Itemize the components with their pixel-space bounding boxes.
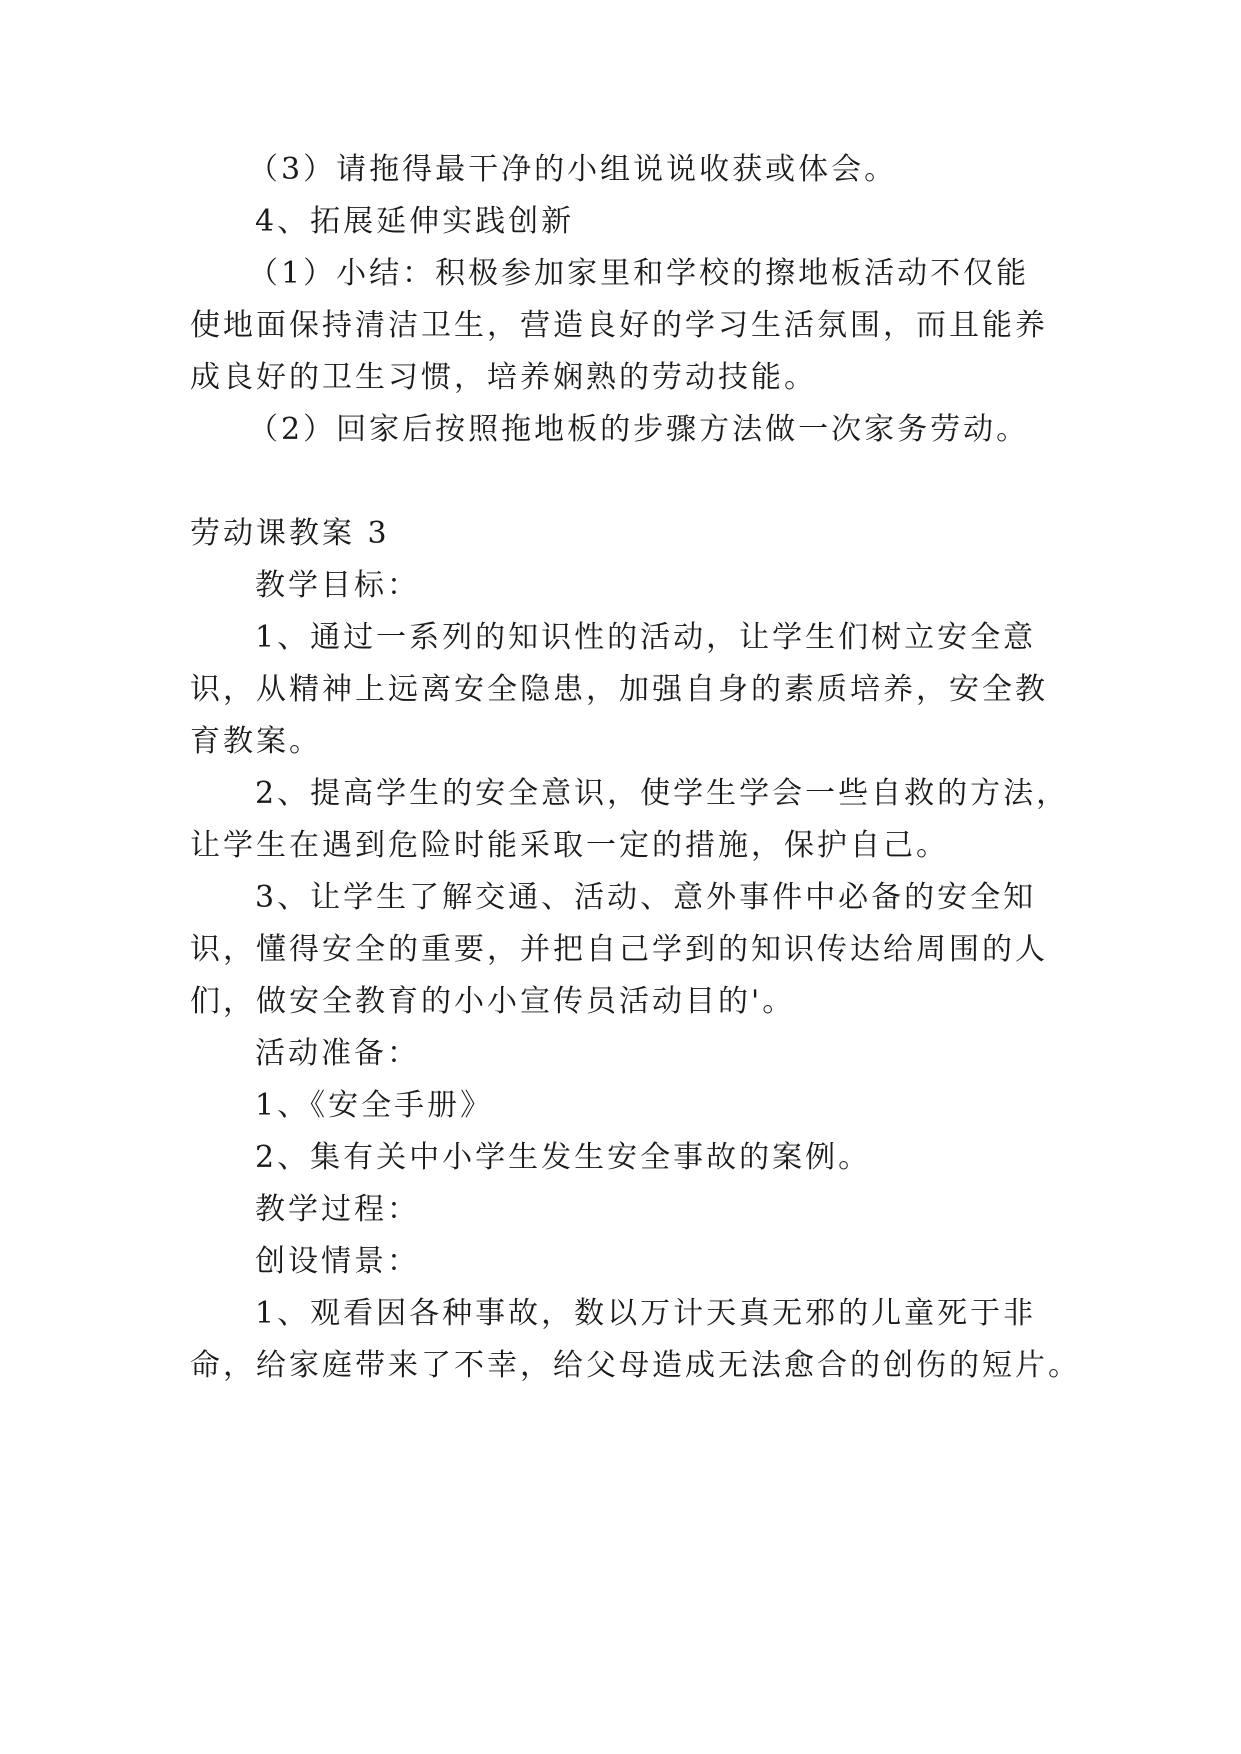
paragraph-line: 3、让学生了解交通、活动、意外事件中必备的安全知 — [255, 880, 1037, 915]
list-item: 1、《安全手册》 — [255, 1088, 494, 1123]
section-heading: 教学过程： — [255, 1192, 420, 1227]
paragraph-line: 识，从精神上远离安全隐患，加强自身的素质培养，安全教 — [190, 672, 1048, 707]
document-title: 劳动课教案 3 — [190, 516, 390, 551]
paragraph-line: 命，给家庭带来了不幸，给父母造成无法愈合的创伤的短片。 — [190, 1348, 1081, 1383]
paragraph-line: （3）请拖得最干净的小组说说收获或体会。 — [248, 152, 898, 187]
section-heading: 创设情景： — [255, 1244, 420, 1279]
paragraph-line: 识，懂得安全的重要，并把自己学到的知识传达给周围的人 — [190, 932, 1048, 967]
paragraph-line: 1、通过一系列的知识性的活动，让学生们树立安全意 — [255, 620, 1037, 655]
paragraph-line: 使地面保持清洁卫生，营造良好的学习生活氛围，而且能养 — [190, 308, 1048, 343]
paragraph-line: 让学生在遇到危险时能采取一定的措施，保护自己。 — [190, 828, 949, 863]
paragraph-line: （2）回家后按照拖地板的步骤方法做一次家务劳动。 — [248, 412, 1030, 447]
paragraph-line: 2、提高学生的安全意识，使学生学会一些自救的方法， — [255, 776, 1070, 811]
paragraph-line: 们，做安全教育的小小宣传员活动目的'。 — [190, 984, 796, 1019]
paragraph-line: 成良好的卫生习惯，培养娴熟的劳动技能。 — [190, 360, 817, 395]
paragraph-line: 1、观看因各种事故，数以万计天真无邪的儿童死于非 — [255, 1296, 1037, 1331]
section-heading: 教学目标： — [255, 568, 420, 603]
list-item: 2、集有关中小学生发生安全事故的案例。 — [255, 1140, 872, 1175]
paragraph-line: （1）小结：积极参加家里和学校的擦地板活动不仅能 — [248, 256, 1030, 291]
paragraph-line: 育教案。 — [190, 724, 322, 759]
section-heading: 活动准备： — [255, 1036, 420, 1071]
section-heading: 4、拓展延伸实践创新 — [255, 204, 575, 239]
